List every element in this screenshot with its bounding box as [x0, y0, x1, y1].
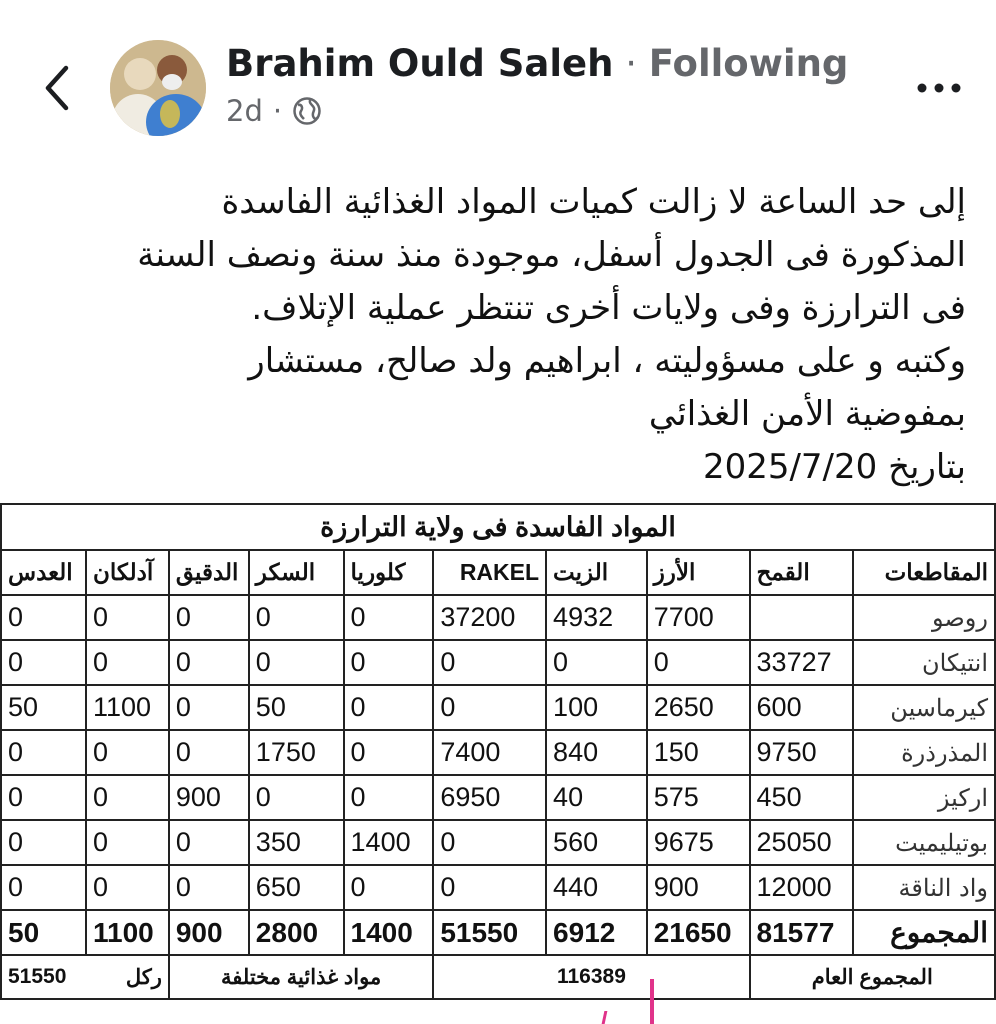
- table-cell: 1750: [249, 730, 344, 775]
- table-cell: 4932: [546, 595, 647, 640]
- table-cell: 9675: [647, 820, 750, 865]
- table-cell: 100: [546, 685, 647, 730]
- table-cell: 0: [1, 730, 86, 775]
- table-cell: 0: [344, 595, 434, 640]
- table-cell: 1400: [344, 820, 434, 865]
- total-row: [1, 910, 995, 955]
- total-cell: 2800: [249, 910, 344, 955]
- table-cell: 0: [169, 685, 249, 730]
- table-cell: 0: [1, 595, 86, 640]
- table-cell: 0: [1, 640, 86, 685]
- post-image-table[interactable]: [0, 503, 996, 1024]
- column-header: القمح: [750, 550, 854, 595]
- total-cell: 900: [169, 910, 249, 955]
- table-cell: 0: [86, 595, 169, 640]
- table-cell: 0: [1, 775, 86, 820]
- table-cell: 0: [86, 730, 169, 775]
- table-cell: 440: [546, 865, 647, 910]
- avatar[interactable]: [110, 40, 206, 136]
- marker-line: [650, 979, 654, 1024]
- table-cell: 0: [169, 595, 249, 640]
- table-cell: 7700: [647, 595, 750, 640]
- region-name: انتيكان: [853, 640, 995, 685]
- total-cell: 81577: [750, 910, 854, 955]
- footer-row: [1, 955, 995, 999]
- table-cell: 50: [1, 685, 86, 730]
- table-cell: 0: [1, 865, 86, 910]
- total-cell: 50: [1, 910, 86, 955]
- table-cell: 575: [647, 775, 750, 820]
- table-cell: 2650: [647, 685, 750, 730]
- total-cell: 1400: [344, 910, 434, 955]
- region-name: كيرماسين: [853, 685, 995, 730]
- table-cell: 650: [249, 865, 344, 910]
- table-cell: 33727: [750, 640, 854, 685]
- grand-total-label: المجموع العام: [750, 955, 995, 999]
- table-cell: 900: [169, 775, 249, 820]
- table-cell: 37200: [433, 595, 546, 640]
- table-cell: 0: [344, 685, 434, 730]
- table-cell: 7400: [433, 730, 546, 775]
- table-cell: 560: [546, 820, 647, 865]
- table-cell: 0: [86, 820, 169, 865]
- grand-total-value: 116389: [433, 955, 749, 999]
- table-cell: 40: [546, 775, 647, 820]
- table-title: المواد الفاسدة فى ولاية الترارزة: [1, 504, 995, 550]
- total-cell: 6912: [546, 910, 647, 955]
- table-row: [1, 685, 995, 730]
- more-options-button[interactable]: [912, 64, 968, 104]
- author-line: [226, 42, 848, 85]
- table-cell: 0: [169, 730, 249, 775]
- back-button[interactable]: [38, 62, 78, 114]
- post-line: إلى حد الساعة لا زالت كميات المواد الغذائية الفاسدة: [221, 182, 966, 222]
- food-table: [0, 503, 996, 1000]
- region-name: اركيز: [853, 775, 995, 820]
- table-cell: 0: [86, 640, 169, 685]
- table-cell: 0: [86, 865, 169, 910]
- table-cell: 840: [546, 730, 647, 775]
- table-cell: 1100: [86, 685, 169, 730]
- table-row: [1, 730, 995, 775]
- table-cell: 150: [647, 730, 750, 775]
- table-cell: 0: [344, 730, 434, 775]
- table-row: [1, 865, 995, 910]
- column-header: RAKEL: [433, 550, 546, 595]
- total-cell: 21650: [647, 910, 750, 955]
- globe-icon[interactable]: [292, 96, 322, 126]
- table-cell: 0: [249, 775, 344, 820]
- table-cell: 0: [86, 775, 169, 820]
- table-row: [1, 595, 995, 640]
- column-header: آدلكان: [86, 550, 169, 595]
- total-cell: 1100: [86, 910, 169, 955]
- table-row: [1, 775, 995, 820]
- post-time[interactable]: 2d: [226, 94, 263, 128]
- following-button[interactable]: Following: [648, 42, 849, 85]
- post-line: وكتبه و على مسؤوليته ، ابراهيم ولد صالح، مستشار: [248, 341, 966, 381]
- table-row: [1, 820, 995, 865]
- table-cell: 0: [344, 775, 434, 820]
- table-cell: 12000: [750, 865, 854, 910]
- total-label: المجموع: [853, 910, 995, 955]
- table-cell: 450: [750, 775, 854, 820]
- table-cell: 600: [750, 685, 854, 730]
- table-cell: 25050: [750, 820, 854, 865]
- table-cell: 0: [169, 820, 249, 865]
- post-meta: [226, 94, 322, 128]
- post-line: فى الترارزة وفى ولايات أخرى تنتظر عملية الإتلاف.: [251, 288, 966, 328]
- post-line: المذكورة فى الجدول أسفل، موجودة منذ سنة ونصف السنة: [137, 235, 966, 275]
- column-header: الدقيق: [169, 550, 249, 595]
- chevron-left-icon: [38, 62, 78, 114]
- total-cell: 51550: [433, 910, 546, 955]
- meta-dot: ·: [272, 94, 283, 128]
- author-name[interactable]: Brahim Ould Saleh: [226, 42, 614, 85]
- region-name: بوتيليميت: [853, 820, 995, 865]
- region-name: واد الناقة: [853, 865, 995, 910]
- table-cell: 50: [249, 685, 344, 730]
- table-cell: 0: [169, 640, 249, 685]
- post-text: [26, 176, 966, 494]
- column-header: كلوريا: [344, 550, 434, 595]
- table-cell: 0: [344, 640, 434, 685]
- post-line: بمفوضية الأمن الغذائي: [648, 394, 966, 434]
- region-name: روصو: [853, 595, 995, 640]
- table-cell: 0: [249, 595, 344, 640]
- post-line: بتاريخ 2025/7/20: [702, 447, 966, 487]
- separator-dot: ·: [625, 42, 637, 85]
- rakel-label: ركل: [125, 965, 162, 989]
- table-cell: 350: [249, 820, 344, 865]
- table-cell: 0: [433, 640, 546, 685]
- table-header-row: [1, 550, 995, 595]
- table-cell: 0: [546, 640, 647, 685]
- column-header: المقاطعات: [853, 550, 995, 595]
- table-cell: 0: [647, 640, 750, 685]
- table-cell: 900: [647, 865, 750, 910]
- rakel-value: 51550: [8, 964, 67, 988]
- table-cell: 0: [433, 820, 546, 865]
- column-header: العدس: [1, 550, 86, 595]
- more-dots-icon: [912, 64, 968, 104]
- post-header: [0, 0, 996, 150]
- table-cell: 0: [249, 640, 344, 685]
- table-cell: 6950: [433, 775, 546, 820]
- misc-food-label: مواد غذائية مختلفة: [169, 955, 433, 999]
- table-cell: 0: [1, 820, 86, 865]
- table-row: [1, 640, 995, 685]
- column-header: الأرز: [647, 550, 750, 595]
- table-cell: [750, 595, 854, 640]
- marker-line: [602, 1011, 608, 1024]
- table-cell: 0: [433, 865, 546, 910]
- table-cell: 0: [344, 865, 434, 910]
- table-cell: 0: [169, 865, 249, 910]
- avatar-image: [110, 40, 206, 136]
- table-cell: 9750: [750, 730, 854, 775]
- column-header: الزيت: [546, 550, 647, 595]
- column-header: السكر: [249, 550, 344, 595]
- region-name: المذرذرة: [853, 730, 995, 775]
- table-cell: 0: [433, 685, 546, 730]
